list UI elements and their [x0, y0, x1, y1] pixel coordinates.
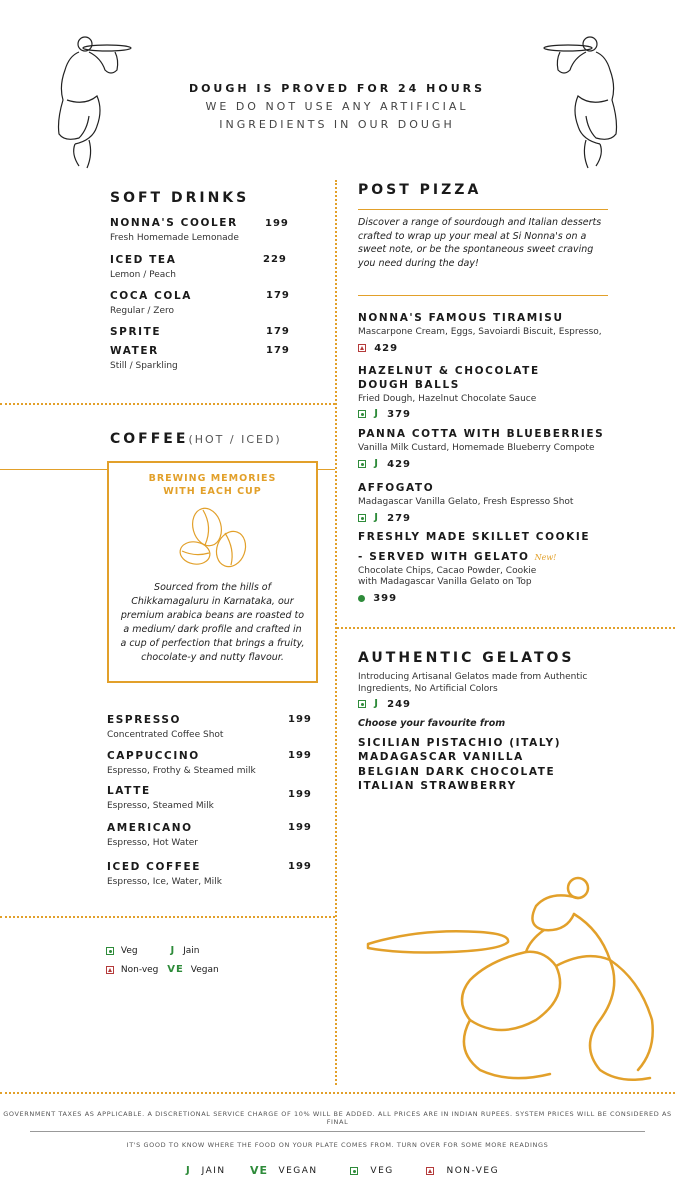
- item-price: 199: [288, 789, 312, 800]
- gelatos-choose: Choose your favourite from: [358, 718, 506, 729]
- box-text: Sourced from the hills of Chikkamagaluru in Karnataka, our premium arabica beans are roasted to a medium/ dark profile and crafted in a cup of perfection that brings a fruity, chocolate-y and nutty flavour.: [120, 582, 305, 663]
- item-price: 429: [374, 343, 399, 354]
- coffee-title-text: COFFEE: [110, 431, 189, 447]
- veg-icon: [358, 410, 366, 418]
- header-line-1: DOUGH IS PROVED FOR 24 HOURS: [188, 82, 486, 95]
- header-line-3: INGREDIENTS IN OUR DOUGH: [219, 118, 455, 131]
- jain-icon: J: [170, 945, 175, 956]
- veg-icon: [358, 700, 366, 708]
- waiter-line-art-left-icon: [45, 30, 135, 170]
- item-price: 179: [266, 290, 290, 301]
- gelato-flavour: MADAGASCAR VANILLA: [358, 751, 524, 763]
- legend-vegan: Vegan: [190, 965, 219, 975]
- gelato-flavour: ITALIAN STRAWBERRY: [358, 780, 517, 792]
- post-pizza-intro: Discover a range of sourdough and Italian desserts crafted to wrap up your meal at Si Nonna's on a sweet note, or be the spontaneous sweet craving you need during the day!: [358, 217, 602, 269]
- item-desc: Chocolate Chips, Cacao Powder, Cookie: [358, 566, 537, 576]
- item-name: WATER: [110, 345, 159, 357]
- jain-icon: J: [374, 512, 379, 523]
- jain-icon: J: [374, 458, 379, 469]
- item-price: 249: [387, 698, 411, 710]
- footer-veg: VEG: [370, 1166, 394, 1176]
- jain-icon: J: [186, 1165, 192, 1176]
- list-item: [358, 428, 648, 470]
- item-name: NONNA'S COOLER: [110, 217, 238, 229]
- gelatos-intro-1: Introducing Artisanal Gelatos made from Authentic: [358, 672, 588, 682]
- item-desc: Still / Sparkling: [110, 361, 178, 371]
- coffee-box-line-right: [318, 469, 335, 470]
- box-title-2: WITH EACH CUP: [163, 486, 262, 497]
- soft-drinks-title: SOFT DRINKS: [110, 190, 250, 206]
- item-name: HAZELNUT & CHOCOLATE: [358, 365, 540, 377]
- legend-veg: Veg: [120, 946, 138, 956]
- veg-dot-icon: [358, 595, 365, 602]
- veg-icon: [358, 514, 366, 522]
- item-desc: Vanilla Milk Custard, Homemade Blueberry Compote: [358, 443, 595, 453]
- box-title-1: BREWING MEMORIES: [148, 473, 277, 484]
- item-name: ICED TEA: [110, 254, 177, 266]
- list-item: [358, 312, 638, 354]
- item-name: COCA COLA: [110, 290, 192, 302]
- footer-nonveg: NON-VEG: [446, 1166, 500, 1176]
- nonveg-icon: [426, 1167, 434, 1175]
- list-item: [110, 217, 290, 243]
- item-price: 429: [387, 458, 411, 470]
- item-desc: Espresso, Ice, Water, Milk: [107, 877, 222, 887]
- list-item: [107, 750, 287, 776]
- divider-coffee: [0, 916, 335, 918]
- item-name: LATTE: [107, 785, 151, 797]
- item-name: CAPPUCCINO: [107, 750, 200, 762]
- list-item: [110, 326, 290, 338]
- item-price: 199: [288, 861, 312, 872]
- item-name: NONNA'S FAMOUS TIRAMISU: [358, 312, 564, 324]
- divider-footer: [0, 1092, 675, 1094]
- legend-row-2: [106, 964, 219, 975]
- coffee-box-line-left: [0, 469, 108, 470]
- gelato-flavour: SICILIAN PISTACHIO (ITALY): [358, 737, 562, 749]
- footer-jain: JAIN: [201, 1166, 226, 1176]
- list-item: [110, 290, 290, 316]
- item-name: DOUGH BALLS: [358, 379, 460, 391]
- brewing-memories-box: [107, 461, 318, 683]
- footer-vegan: VEGAN: [278, 1166, 318, 1176]
- list-item: [358, 482, 648, 524]
- coffee-title: [110, 428, 282, 447]
- list-item: [107, 861, 287, 887]
- item-price: 199: [265, 218, 289, 229]
- item-price: 199: [288, 822, 312, 833]
- list-item: [107, 785, 287, 811]
- nonveg-icon: [358, 344, 366, 352]
- gelatos-price-row: [358, 698, 415, 710]
- item-price: 199: [288, 750, 312, 761]
- item-name: AMERICANO: [107, 822, 193, 834]
- item-desc: with Madagascar Vanilla Gelato on Top: [358, 577, 532, 587]
- waiter-line-art-right-icon: [540, 30, 630, 170]
- post-pizza-title: POST PIZZA: [358, 182, 482, 198]
- item-desc: Mascarpone Cream, Eggs, Savoiardi Biscuit, Espresso,: [358, 327, 602, 337]
- legend-jain: Jain: [183, 946, 200, 956]
- item-name: ESPRESSO: [107, 714, 182, 726]
- header-line-2: WE DO NOT USE ANY ARTIFICIAL: [205, 100, 469, 113]
- veg-icon: [358, 460, 366, 468]
- legend-row-1: [106, 945, 199, 956]
- item-desc: Espresso, Hot Water: [107, 838, 199, 848]
- item-desc: Lemon / Peach: [110, 270, 176, 280]
- gelatos-intro-2: Ingredients, No Artificial Colors: [358, 684, 498, 694]
- item-name: FRESHLY MADE SKILLET COOKIE: [358, 531, 591, 543]
- item-name: AFFOGATO: [358, 482, 435, 494]
- waiter-line-art-orange-icon: [360, 870, 665, 1090]
- gelatos-title: AUTHENTIC GELATOS: [358, 650, 575, 666]
- list-item: [358, 365, 638, 420]
- veg-icon: [106, 947, 114, 955]
- nonveg-icon: [106, 966, 114, 974]
- item-price: 179: [266, 345, 290, 356]
- center-divider: [335, 180, 337, 1085]
- list-item: [107, 714, 287, 740]
- item-price: 379: [387, 408, 411, 420]
- footer-taxes: GOVERNMENT TAXES AS APPLICABLE. A DISCRETIONAL SERVICE CHARGE OF 10% WILL BE ADDED. ALL PRICES ARE IN INDIAN RUPEES. SYSTEM PRICES WILL BE CONSIDERED AS FINAL: [3, 1110, 672, 1126]
- divider-post-pizza: [337, 627, 675, 629]
- item-price: 229: [263, 254, 287, 265]
- item-name: SPRITE: [110, 326, 162, 338]
- new-badge: New!: [534, 553, 557, 562]
- item-price: 199: [288, 714, 312, 725]
- item-desc: Espresso, Frothy & Steamed milk: [107, 766, 256, 776]
- item-desc: Espresso, Steamed Milk: [107, 801, 214, 811]
- item-price: 279: [387, 512, 411, 524]
- item-price: 179: [266, 326, 290, 337]
- list-item: [110, 345, 290, 371]
- item-desc: Regular / Zero: [110, 306, 174, 316]
- item-price: 399: [373, 593, 398, 604]
- footer-legend: [186, 1164, 499, 1177]
- item-desc: Concentrated Coffee Shot: [107, 730, 224, 740]
- vegan-icon: VE: [167, 964, 184, 975]
- item-name: - SERVED WITH GELATO: [358, 551, 530, 563]
- list-item: [107, 822, 287, 848]
- divider-soft-drinks: [0, 403, 335, 405]
- item-desc: Fresh Homemade Lemonade: [110, 233, 239, 243]
- item-name: PANNA COTTA WITH BLUEBERRIES: [358, 428, 605, 440]
- vegan-icon: VE: [250, 1164, 269, 1177]
- list-item: [358, 531, 658, 604]
- coffee-subtitle: (HOT / ICED): [188, 433, 282, 446]
- post-pizza-top-line: [358, 209, 608, 210]
- jain-icon: J: [374, 698, 379, 709]
- gelato-flavour: BELGIAN DARK CHOCOLATE: [358, 766, 556, 778]
- coffee-beans-icon: [177, 505, 253, 571]
- item-name: ICED COFFEE: [107, 861, 202, 873]
- jain-icon: J: [374, 408, 379, 419]
- legend-nonveg: Non-veg: [120, 965, 159, 975]
- footer-note: IT'S GOOD TO KNOW WHERE THE FOOD ON YOUR PLATE COMES FROM. TURN OVER FOR SOME MORE READINGS: [126, 1141, 549, 1149]
- footer-rule: [30, 1131, 645, 1132]
- post-pizza-bottom-line: [358, 295, 608, 296]
- item-desc: Fried Dough, Hazelnut Chocolate Sauce: [358, 394, 537, 404]
- item-desc: Madagascar Vanilla Gelato, Fresh Espresso Shot: [358, 497, 574, 507]
- veg-icon: [350, 1167, 358, 1175]
